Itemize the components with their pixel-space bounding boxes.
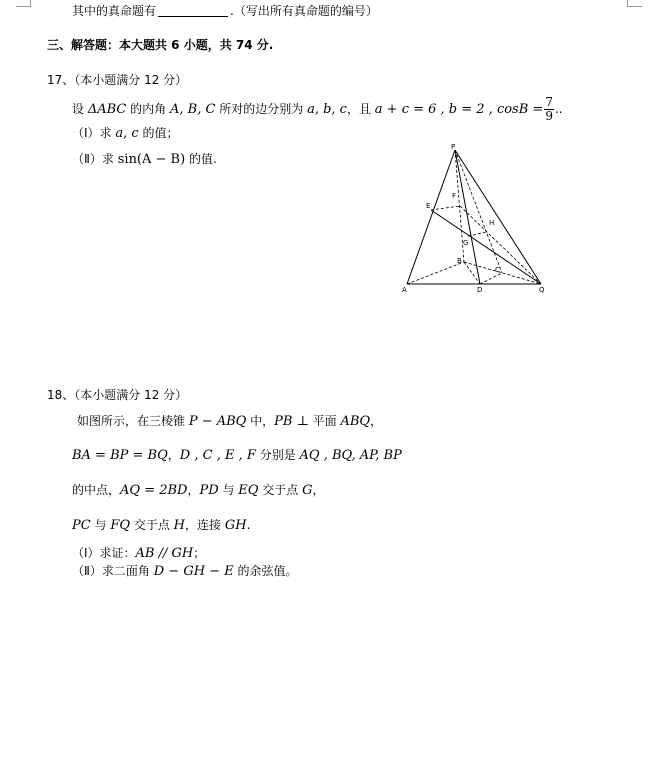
pyramid-figure [398,141,554,295]
q17-number: 17、 [47,73,75,87]
q18-part2-suffix: 的余弦值。 [233,564,298,578]
q18-l1-end: ， [370,414,383,428]
q18-aq-eq: AQ = 2BD [120,483,188,498]
q17-condition: a + c = 6 , b = 2 , cosB = [374,102,544,117]
q18-pd: PD [199,483,219,498]
q18-score: （本小题满分 12 分） [74,388,188,402]
q18-number: 18、 [47,388,75,402]
q18-l4-end: . [246,518,251,532]
label-Q: Q [539,286,545,294]
fill-blank-prefix: 其中的真命题有 [72,4,157,18]
q18-pyramid: P − ABQ [188,414,247,429]
q18-part2-expr: D − GH − E [153,564,234,579]
q17-part2 [72,151,217,168]
q18-l4-meet: 交于点 [130,518,174,532]
label-P: P [451,143,456,151]
q17-statement-end: .. [554,102,563,116]
label-C: C [495,266,500,274]
q18-part2-prefix: （Ⅱ）求二面角 [72,564,154,578]
q17-text-4: ，且 [346,102,375,116]
q17-part1 [72,125,178,142]
fill-blank-line [72,3,378,19]
q18-part1-expr: AB // GH [135,546,194,561]
q17-text-2: 的内角 [126,102,170,116]
segment-DC [480,273,502,284]
q18-header [47,387,187,403]
q18-l4-with: 与 [90,518,111,532]
q17-part1-suffix: 的值； [138,126,179,140]
page-corner-mark-right [627,0,642,7]
section-title: 三、解答题：本大题共 6 小题，共 74 分. [47,38,274,52]
q17-text-1: 设 [72,102,88,116]
label-E: E [426,202,431,210]
label-H: H [489,219,495,227]
q18-equal-lengths: BA = BP = BQ [72,448,168,463]
q18-plane-text: 平面 [308,414,341,428]
page-corner-mark-left [16,0,31,7]
edge-AB [407,262,464,284]
label-G: G [463,239,469,247]
q17-part2-suffix: 的值. [185,152,217,166]
q17-header [47,72,187,88]
segment-EF [431,206,460,210]
q18-l2-mid: 分别是 [255,448,300,462]
q17-score: （本小题满分 12 分） [74,73,188,87]
q18-line-3 [72,482,325,499]
edge-PA [407,150,455,284]
q17-text-3: 所对的边分别为 [215,102,308,116]
q18-part1-prefix: （Ⅰ）求证： [72,546,136,560]
q18-fq: FQ [110,518,131,533]
label-F: F [452,192,457,200]
fill-blank-suffix: .（写出所有真命题的编号） [230,4,378,18]
q18-l3-with: 与 [218,483,239,497]
q17-fraction [544,96,554,123]
q18-eq: EQ [238,483,259,498]
q18-points: D , C , E , F [179,448,256,463]
q18-plane: ABQ [340,414,371,429]
q18-pc: PC [72,518,91,533]
q18-line-4 [72,517,250,534]
q18-part1-suffix: ； [193,546,206,560]
q17-part2-prefix: （Ⅱ）求 [72,152,118,166]
q18-l4-link: ，连接 [185,518,225,532]
q18-gh: GH [224,518,247,533]
segment-EQ [431,210,541,284]
q18-g: G [302,483,313,498]
q17-sides: a, b, c [307,102,347,117]
q18-l1-mid: 中， [246,414,275,428]
q17-statement [72,96,563,123]
q18-part2 [72,563,298,580]
answer-blank [158,5,228,17]
q18-line-2 [72,447,402,464]
q17-fraction-numerator: 7 [545,95,553,109]
q17-triangle: ΔABC [87,102,127,117]
q17-part2-expr: sin(A − B) [117,152,186,167]
q18-h: H [173,518,186,533]
q18-part1 [72,545,205,562]
q17-part1-vars: a, c [115,126,139,141]
label-D: D [477,286,483,294]
q18-l3-prefix: 的中点， [72,483,121,497]
q17-angles: A, B, C [170,102,216,117]
q17-part1-prefix: （Ⅰ）求 [72,126,116,140]
q18-perp: PB ⊥ [274,414,309,429]
q18-l3-end: ， [312,483,325,497]
q18-l3-meet: 交于点 [258,483,303,497]
q18-line-1 [77,413,382,430]
label-B: B [457,257,462,265]
q18-segments: AQ , BQ, AP, BP [299,448,402,463]
q18-l3-sep: ， [187,483,200,497]
q18-l2-sep: ， [167,448,180,462]
label-A: A [402,286,407,294]
q17-fraction-denominator: 9 [545,109,553,123]
q18-l1-prefix: 如图所示，在三棱锥 [77,414,189,428]
